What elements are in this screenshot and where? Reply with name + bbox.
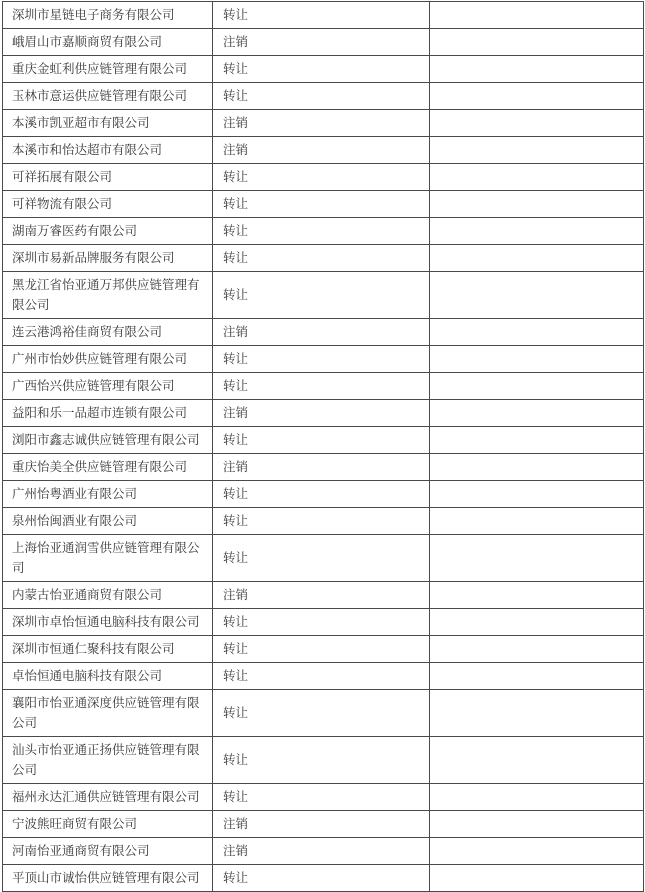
table-row <box>3 137 644 164</box>
empty-cell <box>430 56 644 83</box>
table-row <box>3 346 644 373</box>
status-cell: 转让 <box>213 272 430 319</box>
company-name-cell: 本溪市和怡达超市有限公司 <box>3 137 213 164</box>
table-row <box>3 319 644 346</box>
empty-cell <box>430 737 644 784</box>
empty-cell <box>430 636 644 663</box>
status-cell: 注销 <box>213 137 430 164</box>
company-name-cell: 浏阳市鑫志诚供应链管理有限公司 <box>3 427 213 454</box>
status-cell: 转让 <box>213 481 430 508</box>
empty-cell <box>430 454 644 481</box>
empty-cell <box>430 319 644 346</box>
status-cell: 转让 <box>213 346 430 373</box>
company-name-cell: 内蒙古怡亚通商贸有限公司 <box>3 582 213 609</box>
company-name-cell: 峨眉山市嘉顺商贸有限公司 <box>3 29 213 56</box>
status-cell: 转让 <box>213 508 430 535</box>
empty-cell <box>430 838 644 865</box>
status-cell: 注销 <box>213 319 430 346</box>
table-row <box>3 29 644 56</box>
empty-cell <box>430 2 644 29</box>
status-cell: 注销 <box>213 838 430 865</box>
company-name-cell: 襄阳市怡亚通深度供应链管理有限公司 <box>3 690 213 737</box>
status-cell: 转让 <box>213 191 430 218</box>
table-row <box>3 784 644 811</box>
company-name-cell: 汕头市怡亚通正扬供应链管理有限公司 <box>3 737 213 784</box>
empty-cell <box>430 582 644 609</box>
table-row <box>3 481 644 508</box>
company-name-cell: 深圳市星链电子商务有限公司 <box>3 2 213 29</box>
status-cell: 注销 <box>213 454 430 481</box>
company-name-cell: 黑龙江省怡亚通万邦供应链管理有限公司 <box>3 272 213 319</box>
table-row <box>3 400 644 427</box>
status-cell: 转让 <box>213 164 430 191</box>
status-cell: 转让 <box>213 737 430 784</box>
status-cell: 转让 <box>213 865 430 892</box>
empty-cell <box>430 191 644 218</box>
empty-cell <box>430 83 644 110</box>
table-row <box>3 737 644 784</box>
table-row <box>3 191 644 218</box>
empty-cell <box>430 535 644 582</box>
table-row <box>3 245 644 272</box>
table-row <box>3 663 644 690</box>
table-row <box>3 110 644 137</box>
table-body <box>3 2 644 892</box>
empty-cell <box>430 164 644 191</box>
status-cell: 转让 <box>213 427 430 454</box>
company-name-cell: 河南怡亚通商贸有限公司 <box>3 838 213 865</box>
company-status-table <box>2 1 644 892</box>
empty-cell <box>430 29 644 56</box>
table-row <box>3 690 644 737</box>
status-cell: 注销 <box>213 110 430 137</box>
table-row <box>3 272 644 319</box>
empty-cell <box>430 272 644 319</box>
company-name-cell: 卓怡恒通电脑科技有限公司 <box>3 663 213 690</box>
table-row <box>3 218 644 245</box>
table-row <box>3 164 644 191</box>
company-name-cell: 泉州怡闽酒业有限公司 <box>3 508 213 535</box>
company-name-cell: 广州市怡妙供应链管理有限公司 <box>3 346 213 373</box>
company-name-cell: 可祥物流有限公司 <box>3 191 213 218</box>
company-name-cell: 重庆怡美全供应链管理有限公司 <box>3 454 213 481</box>
empty-cell <box>430 400 644 427</box>
status-cell: 注销 <box>213 582 430 609</box>
empty-cell <box>430 110 644 137</box>
company-name-cell: 深圳市卓怡恒通电脑科技有限公司 <box>3 609 213 636</box>
table-row <box>3 2 644 29</box>
table-row <box>3 865 644 892</box>
table-row <box>3 373 644 400</box>
status-cell: 注销 <box>213 29 430 56</box>
table-row <box>3 508 644 535</box>
company-name-cell: 重庆金虹利供应链管理有限公司 <box>3 56 213 83</box>
company-name-cell: 连云港鸿裕佳商贸有限公司 <box>3 319 213 346</box>
table-row <box>3 427 644 454</box>
empty-cell <box>430 373 644 400</box>
status-cell: 转让 <box>213 2 430 29</box>
status-cell: 转让 <box>213 663 430 690</box>
document-page <box>0 1 645 885</box>
status-cell: 转让 <box>213 373 430 400</box>
empty-cell <box>430 508 644 535</box>
company-name-cell: 福州永达汇通供应链管理有限公司 <box>3 784 213 811</box>
company-name-cell: 玉林市意运供应链管理有限公司 <box>3 83 213 110</box>
empty-cell <box>430 137 644 164</box>
company-name-cell: 广州怡粤酒业有限公司 <box>3 481 213 508</box>
empty-cell <box>430 690 644 737</box>
status-cell: 注销 <box>213 811 430 838</box>
status-cell: 转让 <box>213 609 430 636</box>
status-cell: 转让 <box>213 83 430 110</box>
company-name-cell: 深圳市恒通仁聚科技有限公司 <box>3 636 213 663</box>
company-name-cell: 本溪市凯亚超市有限公司 <box>3 110 213 137</box>
empty-cell <box>430 784 644 811</box>
company-name-cell: 湖南万睿医药有限公司 <box>3 218 213 245</box>
status-cell: 转让 <box>213 690 430 737</box>
company-name-cell: 平顶山市诚怡供应链管理有限公司 <box>3 865 213 892</box>
empty-cell <box>430 609 644 636</box>
status-cell: 转让 <box>213 784 430 811</box>
table-row <box>3 454 644 481</box>
empty-cell <box>430 218 644 245</box>
company-name-cell: 可祥拓展有限公司 <box>3 164 213 191</box>
table-row <box>3 582 644 609</box>
table-row <box>3 811 644 838</box>
empty-cell <box>430 427 644 454</box>
company-name-cell: 广西怡兴供应链管理有限公司 <box>3 373 213 400</box>
table-row <box>3 56 644 83</box>
empty-cell <box>430 245 644 272</box>
empty-cell <box>430 663 644 690</box>
status-cell: 转让 <box>213 56 430 83</box>
company-name-cell: 宁波熊旺商贸有限公司 <box>3 811 213 838</box>
empty-cell <box>430 865 644 892</box>
empty-cell <box>430 346 644 373</box>
status-cell: 转让 <box>213 535 430 582</box>
table-row <box>3 83 644 110</box>
company-name-cell: 上海怡亚通润雪供应链管理有限公司 <box>3 535 213 582</box>
company-name-cell: 深圳市易新品牌服务有限公司 <box>3 245 213 272</box>
table-row <box>3 838 644 865</box>
status-cell: 转让 <box>213 245 430 272</box>
status-cell: 转让 <box>213 636 430 663</box>
status-cell: 转让 <box>213 218 430 245</box>
status-cell: 注销 <box>213 400 430 427</box>
company-name-cell: 益阳和乐一品超市连锁有限公司 <box>3 400 213 427</box>
table-row <box>3 535 644 582</box>
empty-cell <box>430 481 644 508</box>
empty-cell <box>430 811 644 838</box>
table-row <box>3 636 644 663</box>
table-row <box>3 609 644 636</box>
